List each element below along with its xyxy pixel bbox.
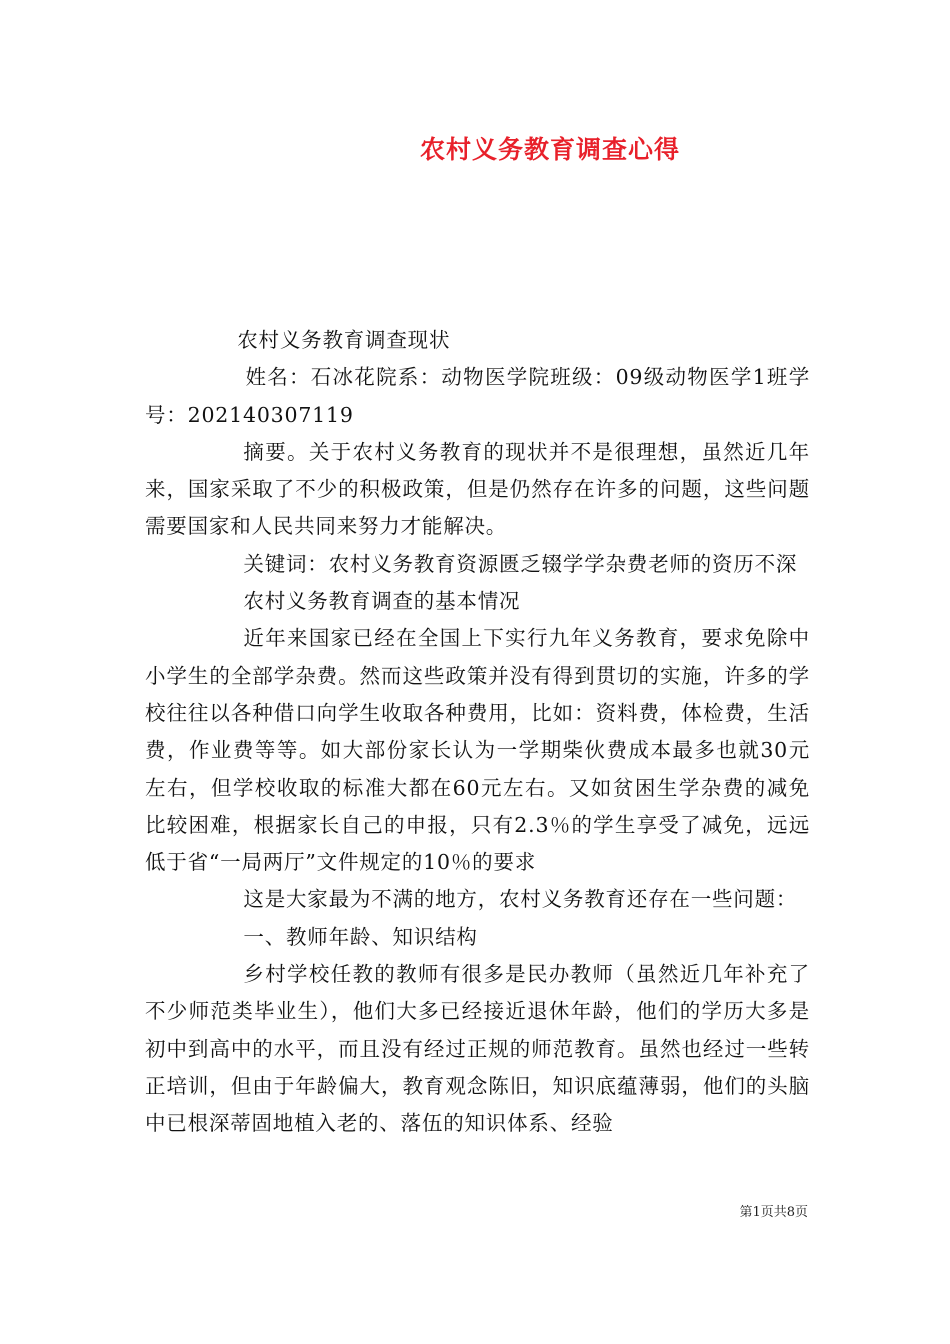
page-number: 第1页共8页 <box>739 1205 808 1220</box>
section-heading-status: 农村义务教育调查现状 <box>237 328 451 352</box>
keywords-paragraph: 关键词：农村义务教育资源匮乏辍学学杂费老师的资历不深 <box>243 551 798 576</box>
document-title: 农村义务教育调查心得 <box>419 135 680 164</box>
subsection-heading: 一、教师年龄、知识结构 <box>243 924 478 949</box>
body-paragraph: 这是大家最为不满的地方，农村义务教育还存在一些问题： <box>243 887 798 912</box>
section-heading-basic: 农村义务教育调查的基本情况 <box>243 589 521 614</box>
document-body <box>145 322 810 1143</box>
body-paragraph: 乡村学校任教的教师有很多是民办教师（虽然近几年补充了不少师范类毕业生），他们大多已经接近退休年龄，他们的学历大多是初中到高中的水平，而且没有经过正规的师范教育。虽然也经过一些转正培训，但由于年龄偏大，教育观念陈旧，知识底蕴薄弱，他们的头脑中已根深蒂固地植入老的、落伍的知识体系、经验 <box>145 962 810 1136</box>
body-paragraph: 近年来国家已经在全国上下实行九年义务教育，要求免除中小学生的全部学杂费。然而这些政策并没有得到贯切的实施，许多的学校往往以各种借口向学生收取各种费用，比如：资料费，体检费，生活费，作业费等等。如大部份家长认为一学期柴伙费成本最多也就30元左右，但学校收取的标准大都在60元左右。又如贫困生学杂费的减免比较困难，根据家长自己的申报，只有2.3％的学生享受了减免，远远低于省“一局两厅”文件规定的10％的要求 <box>145 626 810 875</box>
author-info: 姓名：石冰花院系：动物医学院班级：09级动物医学1班学号：202140307119 <box>145 365 810 427</box>
abstract-paragraph: 摘要。关于农村义务教育的现状并不是很理想，虽然近几年来，国家采取了不少的积极政策，但是仍然存在许多的问题，这些问题需要国家和人民共同来努力才能解决。 <box>145 439 810 539</box>
